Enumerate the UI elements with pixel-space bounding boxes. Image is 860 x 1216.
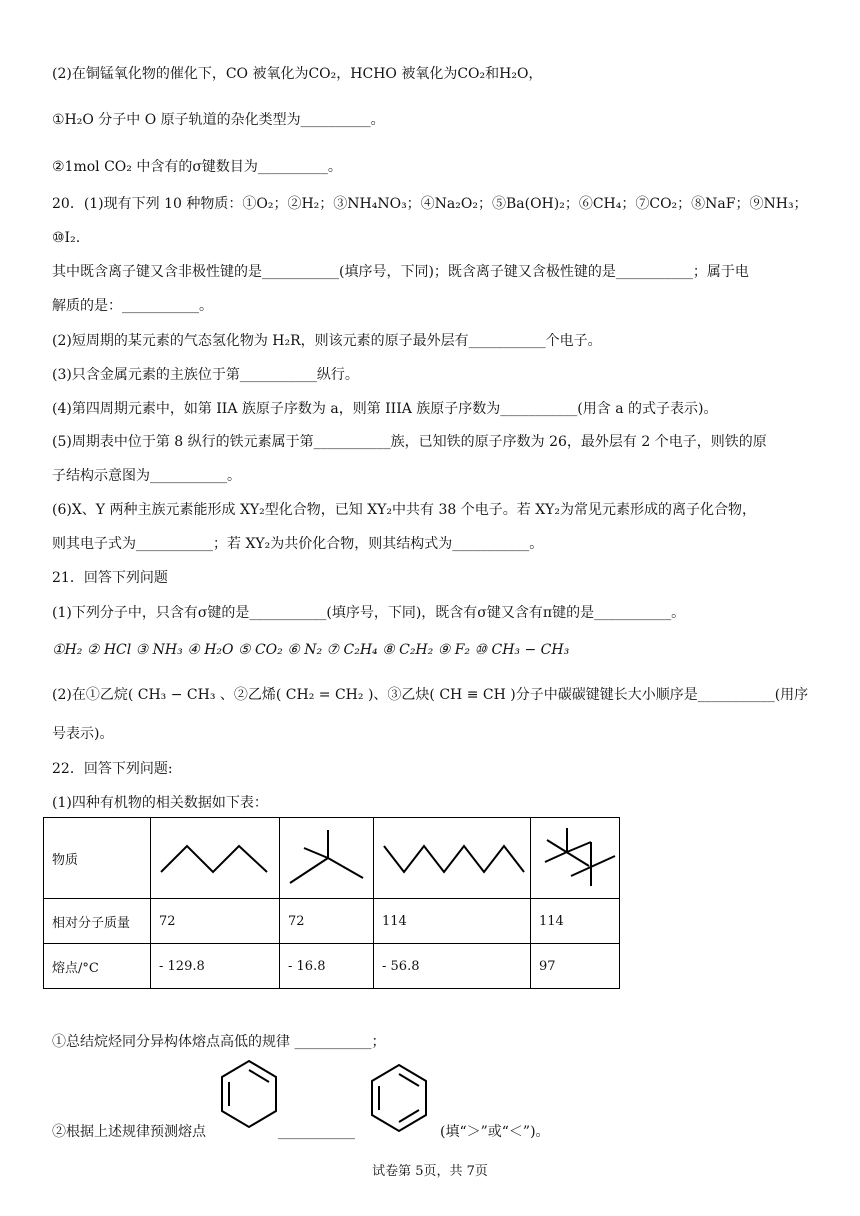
text-line: 号表示)。 <box>52 726 114 742</box>
data-table <box>43 817 620 989</box>
table-cell: - 56.8 <box>374 944 531 989</box>
text-line: 其中既含离子键又含非极性键的是___________(填序号，下同)；既含离子键又含极性键的是___________；属于电 <box>52 264 749 280</box>
text-line: (1)下列分子中，只含有σ键的是___________(填序号，下同)，既含有σ键又含有π键的是___________。 <box>52 605 686 621</box>
row-label: 相对分子质量 <box>44 899 151 944</box>
cyclohexadiene-icon <box>218 1058 280 1132</box>
table-row <box>44 944 620 989</box>
question-21: 21．回答下列问题 <box>52 570 168 586</box>
table-cell: 72 <box>280 899 374 944</box>
text-line: 则其电子式为___________；若 XY₂为共价化合物，则其结构式为___________。 <box>52 536 544 552</box>
table-row <box>44 818 620 899</box>
text-line: (5)周期表中位于第 8 纵行的铁元素属于第___________族，已知铁的原子序数为 26，最外层有 2 个电子，则铁的原 <box>52 434 767 450</box>
text-line: 子结构示意图为___________。 <box>52 468 241 484</box>
question-22: 22．回答下列问题: <box>52 761 173 777</box>
text-line: ①H₂O 分子中 O 原子轨道的杂化类型为__________。 <box>52 112 385 128</box>
table-cell: 97 <box>531 944 620 989</box>
question-20: 20．(1)现有下列 10 种物质：①O₂；②H₂；③NH₄NO₃；④Na₂O₂；⑤Ba(OH)₂；⑥CH₄；⑦CO₂；⑧NaF；⑨NH₃； <box>52 196 808 212</box>
molecule-octane <box>374 818 531 899</box>
text-line: ①总结烷烃同分异构体熔点高低的规律 ___________； <box>52 1034 386 1050</box>
molecule-neopentane <box>280 818 374 899</box>
text-line: (2)在铜锰氧化物的催化下，CO 被氧化为CO₂，HCHO 被氧化为CO₂和H₂O， <box>52 66 543 82</box>
answer-blank: ___________ <box>278 1124 355 1140</box>
row-label: 物质 <box>44 818 151 899</box>
text-line: ②1mol CO₂ 中含有的σ键数目为__________。 <box>52 159 342 175</box>
text-line: (1)四种有机物的相关数据如下表： <box>52 795 268 811</box>
text-line: (填“＞”或“＜”)。 <box>440 1124 550 1140</box>
text-line: (2)在①乙烷( CH₃ − CH₃ 、②乙烯( CH₂ = CH₂ )、③乙炔( CH ≡ CH )分子中碳碳键键长大小顺序是___________(用序 <box>52 687 809 703</box>
table-cell: 72 <box>151 899 280 944</box>
table-row <box>44 899 620 944</box>
text-line: (4)第四周期元素中，如第 IIA 族原子序数为 a，则第 IIIA 族原子序数为___________(用含 a 的式子表示)。 <box>52 401 718 417</box>
table-cell: - 16.8 <box>280 944 374 989</box>
page-footer: 试卷第 5页，共 7页 <box>372 1164 488 1179</box>
text-line: 解质的是：___________。 <box>52 298 213 314</box>
molecule-pentane <box>151 818 280 899</box>
text-line: (2)短周期的某元素的气态氢化物为 H₂R，则该元素的原子最外层有___________个电子。 <box>52 333 602 349</box>
text-line: (6)X、Y 两种主族元素能形成 XY₂型化合物，已知 XY₂中共有 38 个电子。若 XY₂为常见元素形成的离子化合物， <box>52 502 757 518</box>
text-line: ⑩I₂. <box>52 230 81 246</box>
benzene-icon <box>368 1062 430 1136</box>
text-line: (3)只含金属元素的主族位于第___________纵行。 <box>52 367 359 383</box>
table-cell: - 129.8 <box>151 944 280 989</box>
table-cell: 114 <box>374 899 531 944</box>
table-cell: 114 <box>531 899 620 944</box>
molecule-isooctane <box>531 818 620 899</box>
row-label: 熔点/°C <box>44 944 151 989</box>
text-line: ②根据上述规律预测熔点 <box>52 1124 206 1140</box>
molecule-list: ①H₂ ② HCl ③ NH₃ ④ H₂O ⑤ CO₂ ⑥ N₂ ⑦ C₂H₄ ⑧ C₂H₂ ⑨ F₂ ⑩ CH₃ − CH₃ <box>52 642 570 658</box>
